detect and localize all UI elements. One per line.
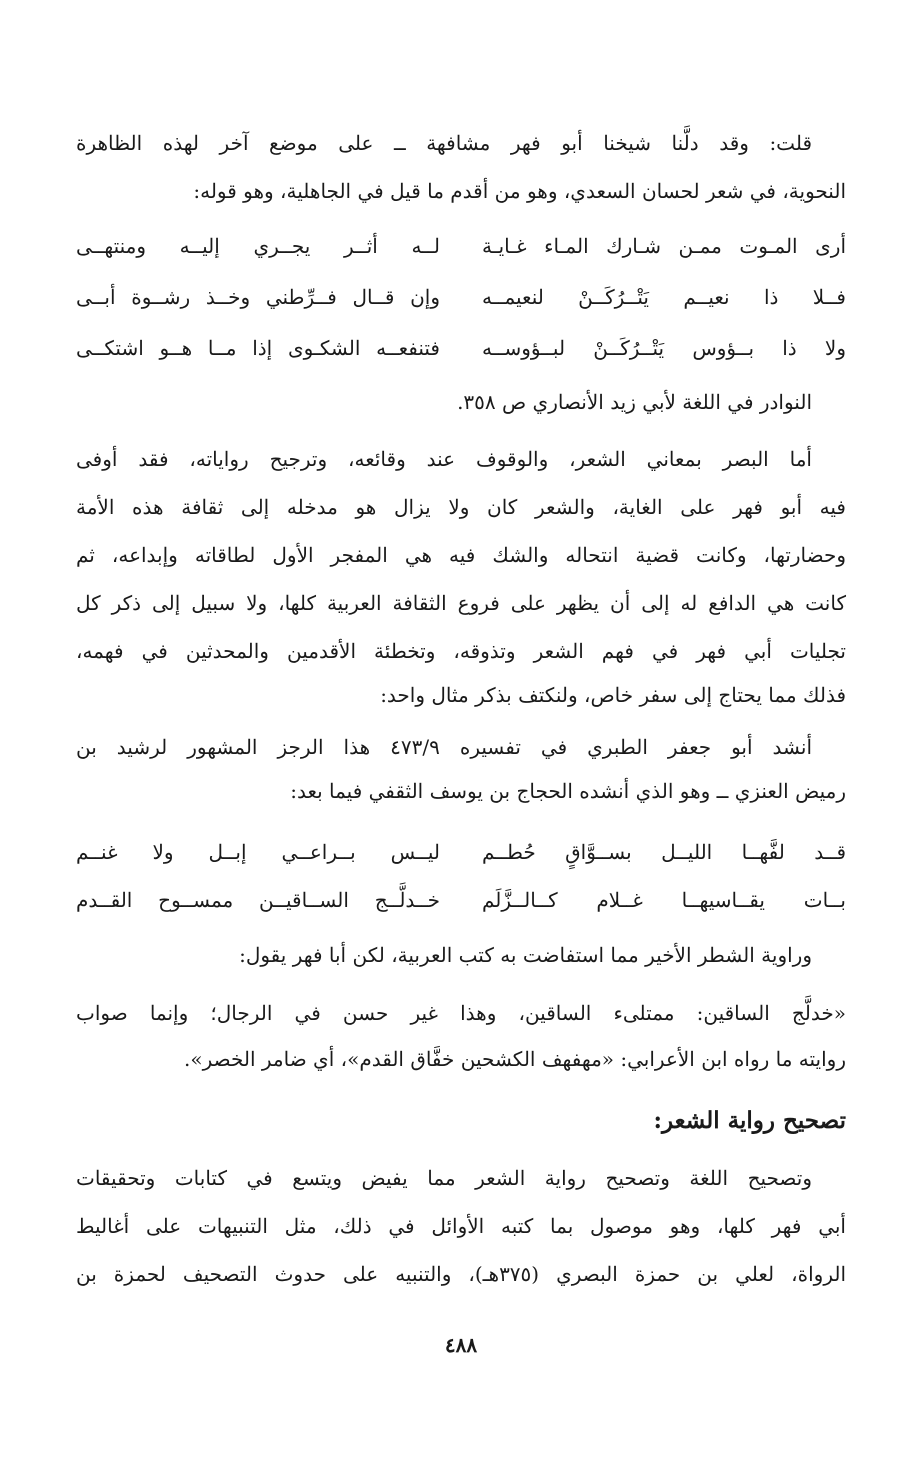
verse-second-hemistich: لــه أثــر يجــري إليــه ومنتهــى	[76, 234, 440, 258]
paragraph-line: النحوية، في شعر لحسان السعدي، وهو من أقدم ما قيل في الجاهلية، وهو قوله:	[193, 179, 846, 203]
quote-line: روايته ما رواه ابن الأعرابي: «مهفهف الكشحين خفَّاق القدم»، أي ضامر الخصر».	[183, 1047, 846, 1071]
verse-second-hemistich: خــدلَّــج الســاقيــن ممســوح القــدم	[76, 888, 440, 912]
paragraph-line: وراوية الشطر الأخير مما استفاضت به كتب العربية، لكن أبا فهر يقول:	[239, 943, 812, 967]
paragraph-line: الرواة، لعلي بن حمزة البصري (٣٧٥هـ)، والتنبيه على حدوث التصحيف لحمزة بن	[76, 1262, 846, 1286]
verse-first-hemistich: أرى المـوت ممـن شـارك المـاء غـايـة	[482, 234, 846, 258]
paragraph-line: وحضارتها، وكانت قضية انتحاله والشك فيه هي المفجر الأول لطاقاته وإبداعه، ثم	[76, 543, 846, 567]
paragraph-line: قلت: وقد دلَّنا شيخنا أبو فهر مشافهة ــ على موضع آخر لهذه الظاهرة	[76, 131, 812, 155]
paragraph-line: أبي فهر كلها، وهو موصول بما كتبه الأوائل في ذلك، مثل التنبيهات على أغاليط	[76, 1214, 846, 1238]
paragraph-line: كانت هي الدافع له إلى أن يظهر على فروع الثقافة العربية كلها، ولا سبيل إلى ذكر كل	[76, 591, 846, 615]
poem-verse	[76, 837, 846, 867]
paragraph-line: أما البصر بمعاني الشعر، والوقوف عند وقائعه، وترجيح رواياته، فقد أوفى	[76, 447, 812, 471]
verse-first-hemistich: بــات يقــاسيهــا غــلام كــالــزَّلَم	[482, 888, 846, 912]
poem-verse	[76, 333, 846, 363]
paragraph-line: فيه أبو فهر على الغاية، والشعر كان ولا يزال هو مدخله إلى ثقافة هذه الأمة	[76, 495, 846, 519]
verse-first-hemistich: فــلا ذا نعيــم يَتْــرُكَــنْ لنعيمــه	[482, 285, 846, 309]
section-heading: تصحيح رواية الشعر:	[653, 1107, 846, 1134]
verse-first-hemistich: قــد لفَّهــا الليــل بســوَّاقٍ حُطــم	[482, 840, 846, 864]
verse-second-hemistich: وإن قــال فــرِّطني وخــذ رشــوة أبــى	[76, 285, 440, 309]
quote-line: «خدلَّج الساقين: ممتلىء الساقين، وهذا غير حسن في الرجال؛ وإنما صواب	[76, 1001, 846, 1025]
source-note: النوادر في اللغة لأبي زيد الأنصاري ص ٣٥٨.	[457, 390, 812, 414]
poem-verse	[76, 282, 846, 312]
verse-second-hemistich: فتنفعــه الشكـوى إذا مــا هــو اشتكــى	[76, 336, 440, 360]
paragraph-line: وتصحيح اللغة وتصحيح رواية الشعر مما يفيض ويتسع في كتابات وتحقيقات	[76, 1166, 812, 1190]
verse-second-hemistich: ليــس بــراعــي إبــل ولا غنــم	[76, 840, 440, 864]
page-number: ٤٨٨	[444, 1333, 478, 1357]
paragraph-line: فذلك مما يحتاج إلى سفر خاص، ولنكتف بذكر مثال واحد:	[380, 683, 846, 707]
poem-verse	[76, 885, 846, 915]
paragraph-line: رميض العنزي ــ وهو الذي أنشده الحجاج بن يوسف الثقفي فيما بعد:	[290, 779, 846, 803]
verse-first-hemistich: ولا ذا بــؤوس يَتْــرُكَــنْ لبــؤوســه	[482, 336, 846, 360]
poem-verse	[76, 231, 846, 261]
paragraph-line: أنشد أبو جعفر الطبري في تفسيره ٤٧٣/٩ هذا الرجز المشهور لرشيد بن	[76, 735, 812, 759]
paragraph-line: تجليات أبي فهر في فهم الشعر وتذوقه، وتخطئة الأقدمين والمحدثين في فهمه،	[76, 639, 846, 663]
